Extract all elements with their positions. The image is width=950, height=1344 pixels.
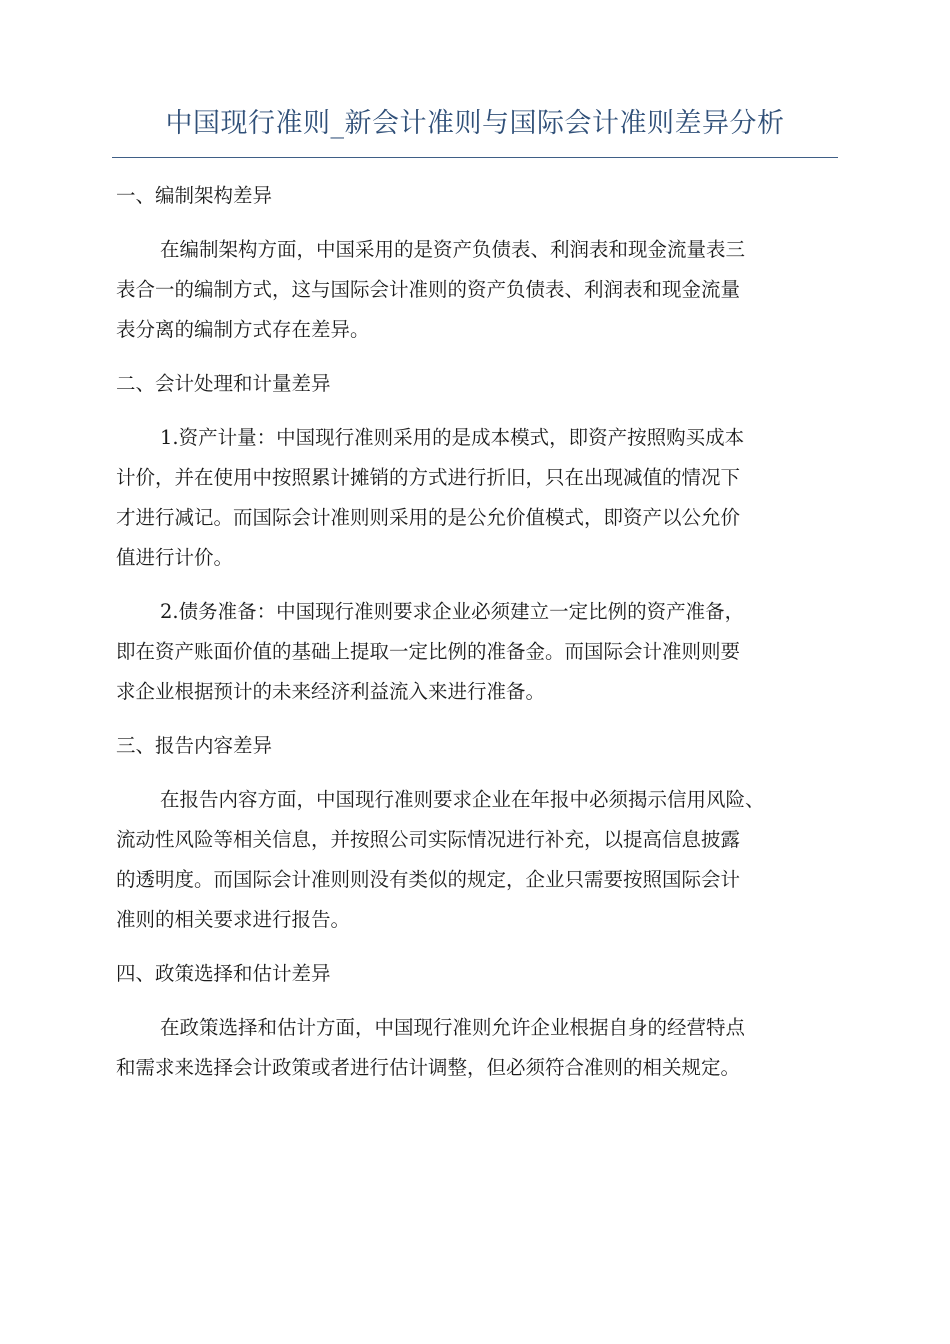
paragraph-line: 1.资产计量：中国现行准则采用的是成本模式，即资产按照购买成本 (160, 426, 745, 449)
paragraph (116, 780, 838, 940)
section-heading: 三、报告内容差异 (116, 734, 273, 757)
paragraph (116, 418, 838, 578)
paragraph-line: 在政策选择和估计方面，中国现行准则允许企业根据自身的经营特点 (160, 1016, 746, 1039)
paragraph-line: 求企业根据预计的未来经济利益流入来进行准备。 (116, 680, 546, 703)
paragraph-line: 才进行减记。而国际会计准则则采用的是公允价值模式，即资产以公允价 (116, 506, 741, 529)
section-heading: 一、编制架构差异 (116, 184, 273, 207)
paragraph (116, 230, 838, 350)
document-title: 中国现行准则_新会计准则与国际会计准则差异分析 (165, 108, 785, 139)
paragraph-line: 表分离的编制方式存在差异。 (116, 318, 370, 341)
paragraph-line: 的透明度。而国际会计准则则没有类似的规定，企业只需要按照国际会计 (116, 868, 741, 891)
paragraph (116, 592, 838, 712)
paragraph-line: 即在资产账面价值的基础上提取一定比例的准备金。而国际会计准则则要 (116, 640, 741, 663)
paragraph-line: 和需求来选择会计政策或者进行估计调整，但必须符合准则的相关规定。 (116, 1056, 741, 1079)
paragraph-line: 流动性风险等相关信息，并按照公司实际情况进行补充，以提高信息披露 (116, 828, 741, 851)
paragraph-line: 2.债务准备：中国现行准则要求企业必须建立一定比例的资产准备， (160, 600, 745, 623)
paragraph-line: 表合一的编制方式，这与国际会计准则的资产负债表、利润表和现金流量 (116, 278, 741, 301)
paragraph-line: 在编制架构方面，中国采用的是资产负债表、利润表和现金流量表三 (160, 238, 746, 261)
title-divider (112, 157, 838, 158)
paragraph-line: 在报告内容方面，中国现行准则要求企业在年报中必须揭示信用风险、 (160, 788, 765, 811)
paragraph-line: 计价，并在使用中按照累计摊销的方式进行折旧，只在出现减值的情况下 (116, 466, 741, 489)
section-heading: 四、政策选择和估计差异 (116, 962, 331, 985)
paragraph (116, 1008, 838, 1088)
document-body (116, 176, 838, 1102)
section-heading: 二、会计处理和计量差异 (116, 372, 331, 395)
paragraph-line: 准则的相关要求进行报告。 (116, 908, 351, 931)
paragraph-line: 值进行计价。 (116, 546, 234, 569)
